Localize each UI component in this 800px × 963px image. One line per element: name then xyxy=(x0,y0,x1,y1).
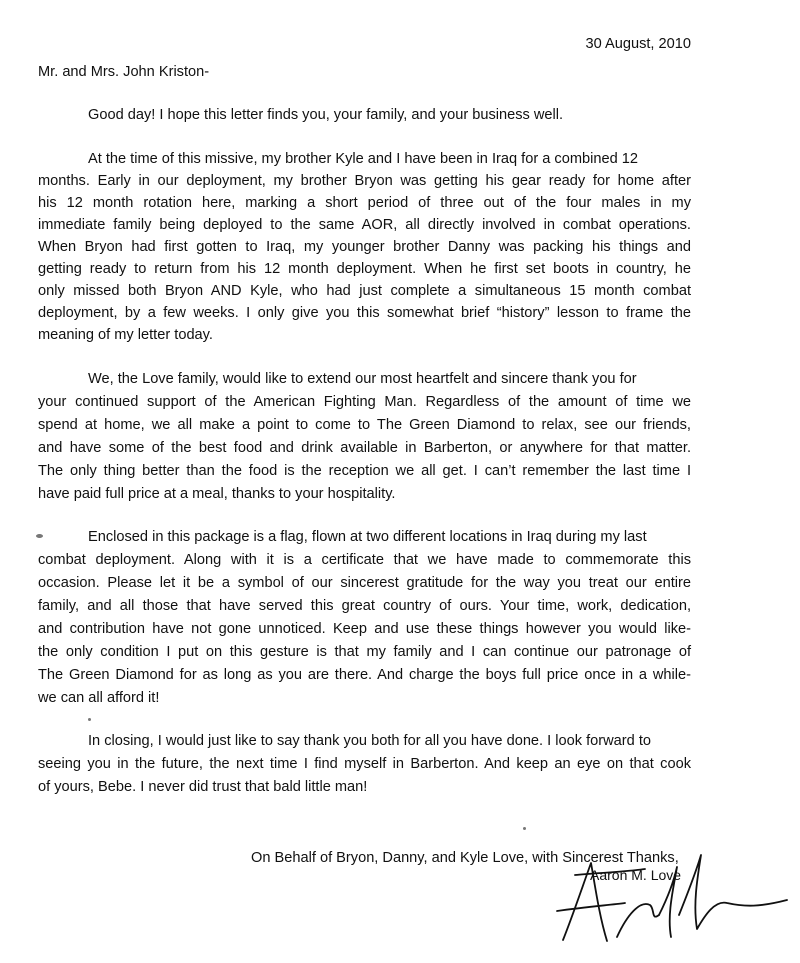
text-line: Enclosed in this package is a flag, flown at two different locations in Iraq during my last xyxy=(88,529,647,545)
text-line: In closing, I would just like to say thank you both for all you have done. I look forward to xyxy=(88,733,651,749)
text-line: When Bryon had first gotten to Iraq, my younger brother Danny was packing his things and xyxy=(38,239,691,255)
salutation: Mr. and Mrs. John Kriston- xyxy=(38,64,210,80)
text-line: meaning of my letter today. xyxy=(38,327,213,343)
handwritten-signature xyxy=(555,845,790,960)
letter-date: 30 August, 2010 xyxy=(585,36,691,52)
text-line: your continued support of the American Fighting Man. Regardless of the amount of time we xyxy=(38,394,691,410)
scan-speck xyxy=(88,718,91,721)
scan-speck xyxy=(523,827,526,830)
text-line: of yours, Bebe. I never did trust that bald little man! xyxy=(38,779,368,795)
text-line: spend at home, we all make a point to come to The Green Diamond to relax, see our friends, xyxy=(38,417,691,433)
text-line: have paid full price at a meal, thanks to your hospitality. xyxy=(38,486,396,502)
text-line: and have some of the best food and drink available in Barberton, or anywhere for that matter. xyxy=(38,440,691,456)
text-line: getting ready to return from his 12 month deployment. When he first set boots in country, he xyxy=(38,261,691,277)
text-line: Good day! I hope this letter finds you, your family, and your business well. xyxy=(88,107,564,123)
text-line: occasion. Please let it be a symbol of our sincerest gratitude for the way you treat our entire xyxy=(38,575,691,591)
text-line: We, the Love family, would like to extend our most heartfelt and sincere thank you for xyxy=(88,371,637,387)
text-line: immediate family being deployed to the same AOR, all directly involved in combat operations. xyxy=(38,217,691,233)
text-line: his 12 month rotation here, marking a short period of three out of the four males in my xyxy=(38,195,691,211)
text-line: The Green Diamond for as long as you are there. And charge the boys full price once in a while- xyxy=(38,667,691,683)
text-line: At the time of this missive, my brother Kyle and I have been in Iraq for a combined 12 xyxy=(88,151,638,167)
text-line: we can all afford it! xyxy=(38,690,160,706)
text-line: months. Early in our deployment, my brother Bryon was getting his gear ready for home after xyxy=(38,173,691,189)
printed-name: Aaron M. Love xyxy=(590,867,682,883)
text-line: the only condition I put on this gesture is that my family and I can continue our patronage of xyxy=(38,644,691,660)
text-line: seeing you in the future, the next time I find myself in Barberton. And keep an eye on that cook xyxy=(38,756,691,772)
scan-speck xyxy=(36,534,43,538)
text-line: and contribution have not gone unnoticed. Keep and use these things however you would like- xyxy=(38,621,691,637)
text-line: combat deployment. Along with it is a certificate that we have made to commemorate this xyxy=(38,552,691,568)
text-line: deployment, by a few weeks. I only give you this somewhat brief “history” lesson to frame the xyxy=(38,305,691,321)
text-line: family, and all those that have served this great country of ours. Your time, work, dedication, xyxy=(38,598,691,614)
text-line: The only thing better than the food is the reception we all get. I can’t remember the last time I xyxy=(38,463,691,479)
text-line: only missed both Bryon AND Kyle, who had just complete a simultaneous 15 month combat xyxy=(38,283,691,299)
closing-line: On Behalf of Bryon, Danny, and Kyle Love, with Sincerest Thanks, xyxy=(251,850,679,866)
